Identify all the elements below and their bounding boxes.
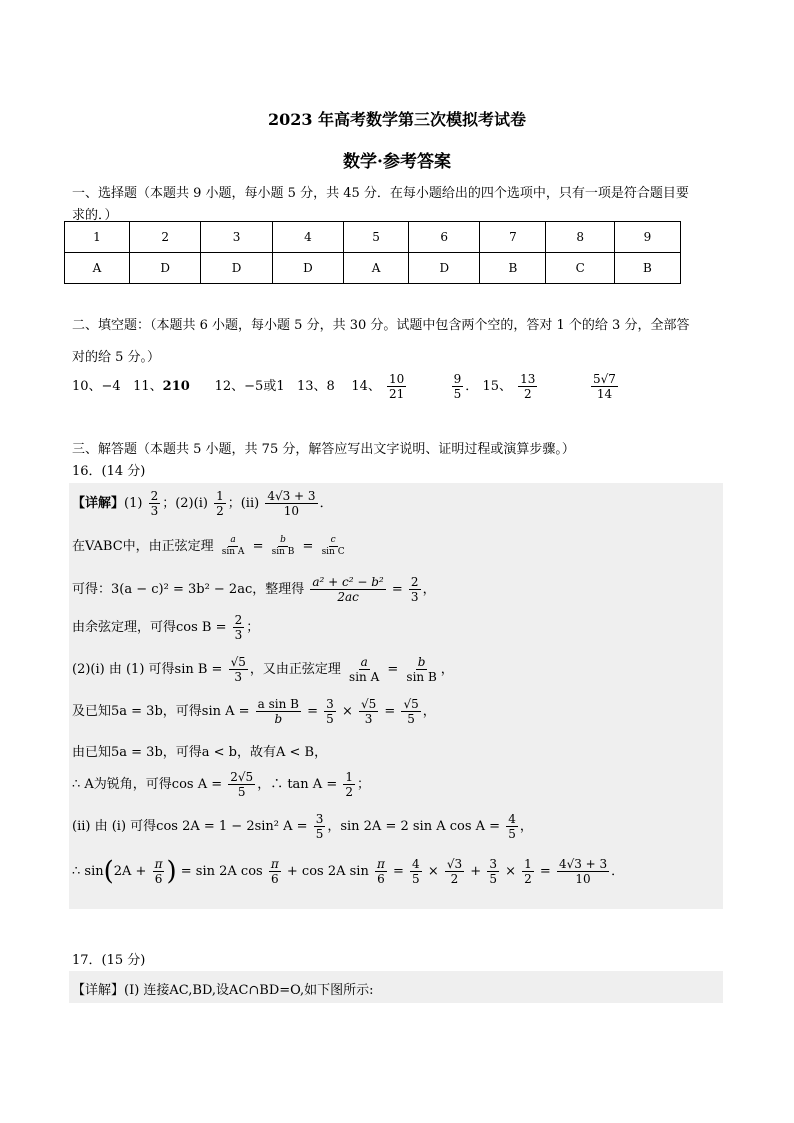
table-cell: B: [480, 253, 546, 284]
q16-compare-line: 由已知5a = 3b，可得a < b，故有A < B，: [72, 745, 328, 760]
table-cell: 8: [546, 222, 614, 253]
answer-15-label: 15、: [482, 379, 512, 394]
section3-header: 三、解答题（本题共 5 小题，共 75 分，解答应写出文字说明、证明过程或演算步骤。）: [72, 442, 575, 457]
section1-line2: 求的．）: [72, 208, 118, 223]
table-cell: D: [409, 253, 480, 284]
section1-line1: 一、选择题（本题共 9 小题，每小题 5 分，共 45 分．在每小题给出的四个选项中，只有一项是符合题目要: [72, 186, 689, 201]
q17-header: 17．(15 分): [72, 953, 146, 968]
table-cell: B: [614, 253, 680, 284]
table-cell: 1: [65, 222, 130, 253]
q16-cosA-line: ∴ A为锐角，可得cos A = $\frac{2√5}{5}$ ，∴ tan A = $\frac{1}{2}$ ；: [72, 770, 371, 799]
fraction-14a: $\frac{10}{21}$: [389, 372, 405, 401]
table-cell: 6: [409, 222, 480, 253]
answer-13: 13、8: [297, 379, 335, 394]
answer-14-label: 14、: [351, 379, 381, 394]
q16-part2-line: (2)(i) 由 (1) 可得sin B = $\frac{√5}{3}$ ，又由正弦定理 $\frac{a}{\text{sin A}}$ = $\frac{b}{\text{sin B}}$ ，: [72, 655, 454, 684]
answer-12: 12、−5或1: [214, 379, 285, 394]
q16-final-line: ∴ sin(2A + $\frac{\pi}{6}$ ) = sin 2A cos $\frac{\pi}{6}$ + cos 2A sin $\frac{\pi}{6}$ = $\frac{4}{5}$ × $\frac{√3}{2}$ + $\frac{3}{5}$ × $\frac{1}{2}$ = $\frac{4√3 + 3}{10}$ ．: [72, 856, 625, 887]
table-cell: D: [272, 253, 343, 284]
answer-11-label: 11、: [133, 379, 163, 394]
table-row-answers: [65, 253, 681, 284]
q16-cosine-line: 由余弦定理，可得cos B = $\frac{2}{3}$ ；: [72, 613, 260, 642]
answer-table: [64, 221, 681, 284]
answer-11: 210: [162, 379, 190, 394]
table-cell: C: [546, 253, 614, 284]
fraction-15a: $\frac{13}{2}$: [520, 372, 536, 401]
fraction-15b: $\frac{5√7}{14}$: [593, 372, 616, 401]
table-cell: 3: [201, 222, 272, 253]
fill-answers-row: 10、−4 11、210 12、−5或1 13、8 14、 $\frac{10}{21}$ $\frac{9}{5}$ ． 15、 $\frac{13}{2}$ $\frac{5√7}{14}$: [72, 372, 616, 401]
q16-header: 16．(14 分): [72, 464, 146, 479]
table-row-numbers: [65, 222, 681, 253]
table-cell: D: [129, 253, 200, 284]
table-cell: 2: [129, 222, 200, 253]
table-cell: 9: [614, 222, 680, 253]
q16-sinA-line: 及已知5a = 3b，可得sin A = $\frac{\text{a sin B}}{b}$ = $\frac{3}{5}$ × $\frac{√5}{3}$ = $\frac{√5}{5}$ ，: [72, 697, 436, 726]
document-title: 2023 年高考数学第三次模拟考试卷: [267, 110, 527, 129]
q16-double-angle-line: (ii) 由 (i) 可得cos 2A = 1 − 2sin² A = $\frac{3}{5}$ ，sin 2A = 2 sin A cos A = $\frac{4}{5}$ ，: [72, 812, 533, 841]
table-cell: A: [344, 253, 409, 284]
section2-line1: 二、填空题：（本题共 6 小题，每小题 5 分，共 30 分。试题中包含两个空的，答对 1 个的给 3 分，全部答: [72, 318, 690, 333]
answer-10: 10、−4: [72, 379, 121, 394]
fraction-14b: $\frac{9}{5}$: [453, 372, 462, 401]
q16-sine-law-line: 在VABC中，由正弦定理 $\frac{a}{\text{sin A}}$ = $\frac{b}{\text{sin B}}$ = $\frac{c}{\text{sin C}}$: [72, 535, 345, 557]
document-subtitle: 数学·参考答案: [343, 152, 451, 172]
q17-first-line: 【详解】(Ⅰ) 连接AC,BD,设AC∩BD=O,如下图所示:: [72, 983, 374, 998]
table-cell: D: [201, 253, 272, 284]
section2-line2: 对的给 5 分。）: [72, 350, 161, 365]
table-cell: A: [65, 253, 130, 284]
table-cell: 7: [480, 222, 546, 253]
q16-result-line: 【详解】(1) $\frac{2}{3}$ ；(2)(i) $\frac{1}{2}$ ；(ii) $\frac{4√3 + 3}{10}$ ．: [72, 489, 333, 518]
table-cell: 5: [344, 222, 409, 253]
table-cell: 4: [272, 222, 343, 253]
q16-derive-line: 可得：3(a − c)² = 3b² − 2ac，整理得 $\frac{\text{a² + c² − b²}}{2ac}$ = $\frac{2}{3}$ ，: [72, 575, 436, 604]
